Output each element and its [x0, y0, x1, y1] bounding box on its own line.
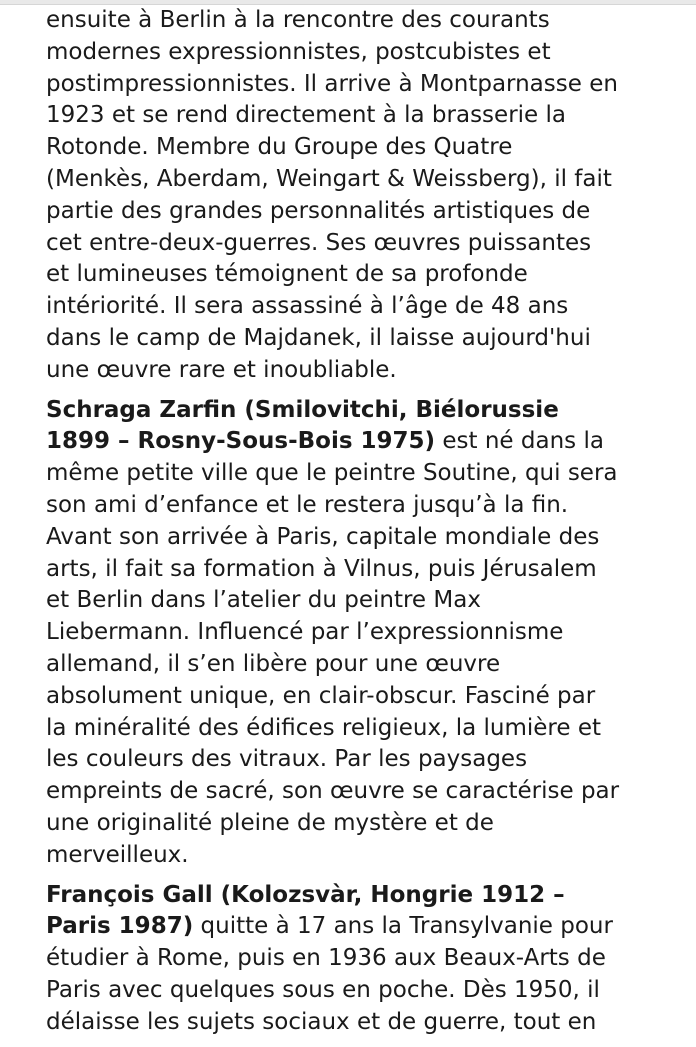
- text-line: 1923 et se rend directement à la brasserie la: [46, 102, 566, 129]
- text-line: arts, il fait sa formation à Vilnus, puis Jérusalem: [46, 555, 597, 582]
- paragraph-francois-gall: [46, 880, 658, 1039]
- text-line: les couleurs des vitraux. Par les paysages: [46, 746, 528, 773]
- text-line: la minéralité des édifices religieux, la lumière et: [46, 714, 602, 741]
- text-line: une œuvre rare et inoubliable.: [46, 356, 397, 383]
- artist-heading: François Gall (Kolozsvàr, Hongrie 1912 –: [46, 881, 565, 908]
- text-line: Liebermann. Influencé par l’expressionnisme: [46, 619, 564, 646]
- artist-heading: Paris 1987): [46, 913, 194, 940]
- text-line: partie des grandes personnalités artistiques de: [46, 197, 591, 224]
- text-line: (Menkès, Aberdam, Weingart & Weissberg), il fait: [46, 165, 612, 192]
- text-line: et Berlin dans l’atelier du peintre Max: [46, 587, 481, 614]
- text-line: Avant son arrivée à Paris, capitale mondiale des: [46, 523, 600, 550]
- text-line: délaisse les sujets sociaux et de guerre, tout en: [46, 1008, 597, 1035]
- text-line: Paris avec quelques sous en poche. Dès 1950, il: [46, 976, 600, 1003]
- text-fragment: quitte à 17 ans la Transylvanie pour: [193, 913, 613, 940]
- text-line: cet entre-deux-guerres. Ses œuvres puissantes: [46, 229, 592, 256]
- text-line: allemand, il s’en libère pour une œuvre: [46, 650, 501, 677]
- text-line: modernes expressionnistes, postcubistes et: [46, 38, 551, 65]
- text-line: dans le camp de Majdanek, il laisse aujourd'hui: [46, 324, 591, 351]
- text-line: même petite ville que le peintre Soutine, qui sera: [46, 460, 618, 487]
- text-line: postimpressionnistes. Il arrive à Montparnasse en: [46, 70, 618, 97]
- text-line: merveilleux.: [46, 841, 189, 868]
- artist-heading: 1899 – Rosny-Sous-Bois 1975): [46, 428, 436, 455]
- text-fragment: est né dans la: [435, 428, 604, 455]
- text-line: absolument unique, en clair-obscur. Fasciné par: [46, 682, 596, 709]
- text-line: empreints de sacré, son œuvre se caractérise par: [46, 778, 620, 805]
- text-line: Rotonde. Membre du Groupe des Quatre: [46, 134, 513, 161]
- article-body: [46, 5, 658, 1047]
- text-line: une originalité pleine de mystère et de: [46, 809, 494, 836]
- paragraph-1: [46, 5, 658, 387]
- text-line: ensuite à Berlin à la rencontre des courants: [46, 7, 550, 33]
- paragraph-schraga-zarfin: [46, 395, 658, 872]
- text-line: intériorité. Il sera assassiné à l’âge de 48 ans: [46, 293, 569, 320]
- text-line: et lumineuses témoignent de sa profonde: [46, 261, 528, 288]
- artist-heading: Schraga Zarfin (Smilovitchi, Biélorussie: [46, 396, 559, 423]
- text-line: son ami d’enfance et le restera jusqu’à la fin.: [46, 491, 569, 518]
- text-line: étudier à Rome, puis en 1936 aux Beaux-Arts de: [46, 945, 606, 972]
